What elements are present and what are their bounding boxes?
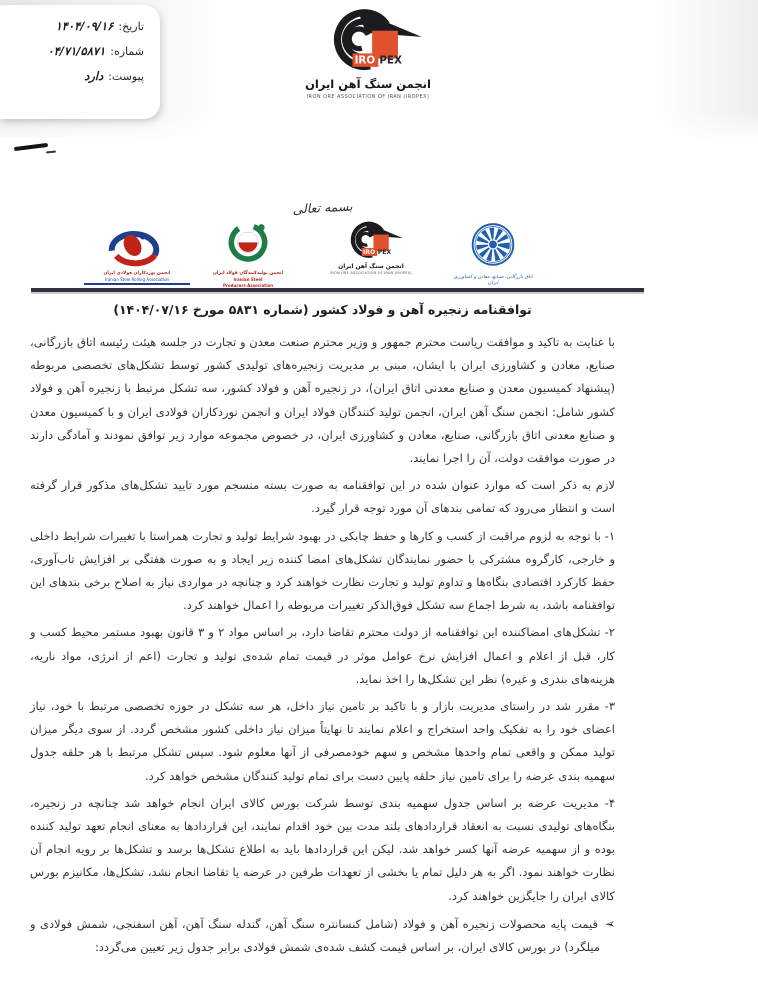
steel-rolling-association-logo	[75, 221, 199, 285]
iropex-small-logo-icon	[333, 221, 409, 259]
associations-logos-row	[30, 221, 615, 289]
handwritten-arrow-mark: ➢	[604, 915, 616, 932]
date-value: ۱۴۰۴/۰۹/۱۶	[55, 19, 114, 33]
attachment-value: دارد	[84, 69, 104, 83]
header-divider-rule	[31, 288, 644, 292]
org-name-en: IRON ORE ASSOCIATION OF IRAN (IROPEX)	[306, 94, 430, 100]
document-title: توافقنامه زنجیره آهن و فولاد کشور (شماره ۵۸۳۱ مورخ ۱۴۰۴/۰۷/۱۶)	[113, 302, 532, 317]
steel-producers-association-logo	[200, 221, 296, 288]
body-paragraphs	[30, 331, 615, 963]
paragraph-intro: با عنایت به تاکید و موافقت ریاست محترم جمهور و وزیر محترم صنعت معدن و تجارت در جلسه هیئت رئیسه اتاق بازرگانی، صنایع، معادن و کشاورزی ایران با ایشان، مبنی بر مدیریت زنجیره‌های تولیدی کشور توسط تشکل‌های تخصصی مربوطه (پیشنهاد کمیسیون معدن و صنایع معدنی اتاق ایران)، در زنجیره آهن و فولاد کشور، سه تشکل مرتبط با زنجیره آهن و فولاد کشور شامل: انجمن سنگ آهن ایران، انجمن تولید کنندگان فولاد ایران و انجمن نوردکاران فولادی ایران و با کمیسیون معدن و صنایع معدنی اتاق بازرگانی، صنایع، معادن و کشاورزی ایران، در خصوص مجموعه موارد زیر توافق نمودند و آمادگی دارند در صورت موافقت دولت، آن را اجرا نمایند.	[30, 335, 615, 466]
svg-text:IRO: IRO	[354, 54, 376, 67]
steel-rolling-logo-icon	[85, 221, 189, 267]
svg-text:PEX: PEX	[379, 54, 402, 67]
iropex-caption-fa: انجمن سنگ آهن ایران	[338, 263, 404, 270]
steel-producers-logo-icon	[222, 221, 274, 267]
chamber-of-commerce-logo	[448, 221, 538, 288]
date-label: تاریخ:	[118, 20, 144, 33]
iropex-association-logo	[316, 221, 426, 276]
steel-rolling-caption-fa: انجمن نوردکاران فولادی ایران	[103, 271, 171, 276]
steel-rolling-caption-en: Iranian Steel Rolling Association	[104, 277, 170, 283]
clause-2: ۲- تشکل‌های امضاکننده این توافقنامه از دولت محترم تقاضا دارد، بر اساس مواد ۲ و ۳ قانون بهبود مستمر محیط کسب و کار، قبل از اعلام و اعمال افزایش نرخ عوامل موثر در قیمت تمام شده‌ی تولید و تجارت (اعم از انرژی، مواد ناریه، هزینه‌های بندری و غیره) نظر این تشکل‌ها را اخذ نماید.	[30, 625, 615, 686]
iropex-caption-en: IRON ORE ASSOCIATION OF IRAN (IROPEX)	[330, 271, 412, 276]
number-value: ۰۴/۷۱/۵۸۷۱	[47, 44, 106, 58]
clause-base-price: ➢ قیمت پایه محصولات زنجیره آهن و فولاد (شامل کنسانتره سنگ آهن، گندله سنگ آهن، آهن اسفنجی، شمش فولادی و میلگرد) در بورس کالای ایران، بر اساس قیمت کشف شده‌ی شمش فولادی برابر جدول زیر تعیین می‌گردد:	[30, 912, 615, 959]
letter-meta-box	[0, 5, 160, 119]
number-label: شماره:	[110, 45, 144, 58]
clause-4: ۴- مدیریت عرضه بر اساس جدول سهمیه بندی توسط شرکت بورس کالای ایران انجام خواهد شد چنانچه در زنجیره، بنگاه‌های تولیدی نسبت به انعقاد قراردادهای بلند مدت بین خود اقدام نمایند، این قراردادها به معنای انجام تعهد تولید کننده بوده و از سهمیه عرضه آنها کسر خواهد شد. لیکن این قراردادها باید به اطلاع تشکل‌ها برسد و تشکل‌ها بر رویه انجام آن نظارت خواهند نمود. اگر به هر دلیل تمام یا بخشی از تعهدات طرفین در عرضه یا تقاضا انجام نشد، تشکل‌ها، مکانیزم بورس کالای ایران را جایگزین خواهند کرد.	[30, 795, 615, 903]
letter-attachment-row	[8, 69, 144, 83]
org-name-fa: انجمن سنگ آهن ایران	[305, 77, 431, 91]
steel-rolling-caption-bar	[84, 283, 191, 285]
steel-producers-caption-en-line1: Iranian Steel	[233, 277, 263, 283]
chamber-wheel-logo-icon	[468, 221, 518, 271]
paragraph-note: لازم به ذکر است که موارد عنوان شده در این توافقنامه به صورت بسته منسجم مورد تایید تشکل‌های مذکور قرار گرفته است و انتظار می‌رود که تمامی بندهای آن مورد توجه قرار گیرد.	[30, 478, 615, 516]
chamber-caption-fa: اتاق بازرگانی، صنایع، معادن و کشاورزی ایران	[453, 275, 533, 287]
bismillah-text: بسمه تعالی	[292, 198, 353, 217]
letter-date-row	[8, 19, 144, 33]
iropex-logo-icon	[304, 8, 432, 72]
letter-number-row	[8, 44, 144, 58]
clause-3: ۳- مقرر شد در راستای مدیریت بازار و با تاکید بر تامین نیاز داخل، هر سه تشکل در حوزه تخصصی مرتبط با خود، نیاز اعضای خود را به تفکیک واحد استخراج و اعلام نمایند تا نهایتاً میزان نیاز داخلی کشور مشخص گردد. از سوی دیگر میزان تولید ممکن و واقعی تمام واحدها مشخص و سهم خودمصرفی از آنها معلوم شود. سپس تشکل مرتبط با هر حلقه جدول سهمیه بندی عرضه را برای تامین نیاز حلقه پایین دست برای تمام تولید کنندگان مشخص خواهد کرد.	[30, 699, 615, 783]
steel-producers-caption-fa: انجمن تولیدکنندگان فولاد ایران	[212, 271, 284, 276]
svg-text:PEX: PEX	[377, 249, 392, 257]
clause-1: ۱- با توجه به لزوم مراقبت از کسب و کارها و حفظ چابکی در بهبود شرایط تولید و تجارت همراستا با تغییرات شرایط داخلی و خارجی، کارگروه مشترکی با حضور نمایندگان تشکل‌های امضا کننده زیر ایجاد و به صورت هفتگی بر افزایش تاب‌آوری، حفظ کارکرد اقتصادی بنگاه‌ها و تداوم تولید و تجارت نظارت خواهند کرد و چنانچه در مواردی نیاز به اصلاح برخی بندهای این توافقنامه باشد، به شرط اجماع سه تشکل فوق‌الذکر تغییرات مربوطه را اعمال خواهند کرد.	[30, 528, 615, 613]
attachment-label: پیوست:	[108, 70, 144, 83]
iropex-letterhead-logo	[278, 8, 458, 100]
steel-producers-caption-en-line2: Producers Association	[222, 282, 274, 288]
svg-text:IRO: IRO	[363, 249, 376, 257]
